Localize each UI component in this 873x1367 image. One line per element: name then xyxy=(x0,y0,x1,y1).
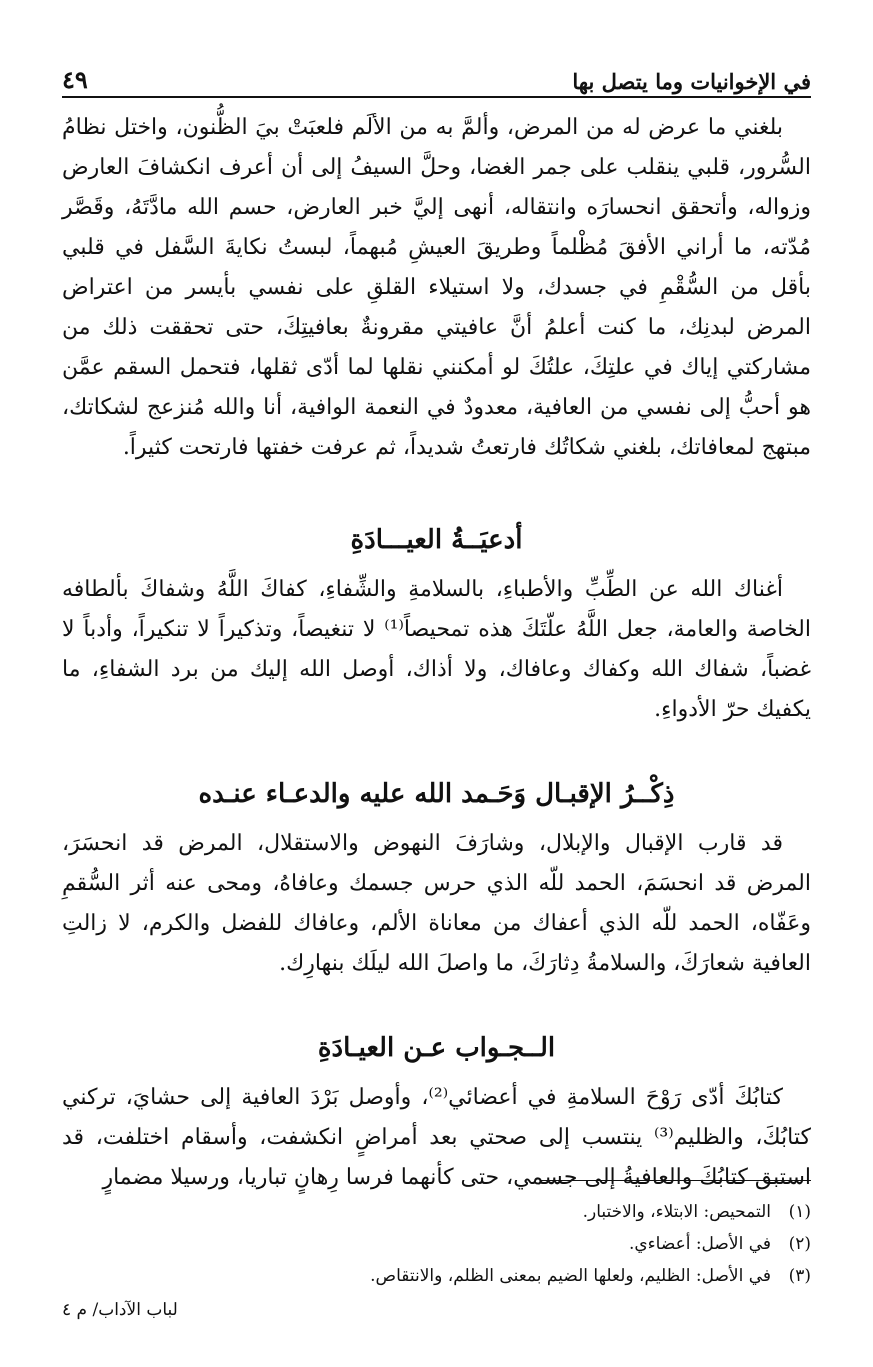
header-rule xyxy=(62,96,811,98)
footnote-number: (٢) xyxy=(788,1234,811,1254)
footnote xyxy=(62,1196,811,1228)
paragraph: كتابُكَ أدّى رَوْحَ السلامةِ في أعضائي⁽²⁾، وأوصل بَرْدَ العافية إلى حشايَ، تركني كتابُكَ، والظليم⁽³⁾ ينتسب إلى صحتي بعد أمراضٍ انكشفت، وأسقام اختلفت، قد استبق كتابُكَ والعافيةُ إلى جسمي، حتى كأنهما فرسا رِهانٍ تباريا، ورسيلا مضمارٍ xyxy=(62,1085,811,1190)
footnote xyxy=(62,1260,811,1292)
footnote xyxy=(62,1228,811,1260)
footnotes xyxy=(62,1196,811,1292)
footnote-text: في الأصل: أعضاءي. xyxy=(628,1234,771,1254)
paragraph: أغناك الله عن الطِّبِّ والأطباءِ، بالسلامةِ والشِّفاءِ، كفاكَ اللَّهُ وشفاكَ بألطافه الخاصة والعامة، جعل اللَّهُ علّتَكَ هذه تمحيصاً⁽¹⁾ لا تنغيصاً، وتذكيراً لا تنكيراً، وأدباً لا غضباً، شفاك الله وكفاك وعافاك، ولا أذاك، أوصل الله إليك من برد الشفاءِ، ما يكفيك حرّ الأدواءِ. xyxy=(62,577,812,722)
running-title: في الإخوانيات وما يتصل بها xyxy=(572,69,811,94)
page-header xyxy=(62,54,811,94)
footnote-number: (٣) xyxy=(788,1266,811,1286)
body-text xyxy=(62,108,811,1198)
section-heading: أدعيَــةُ العيـــادَةِ xyxy=(350,525,523,555)
paragraph: بلغني ما عرض له من المرض، وألمَّ به من الألَم فلعبَتْ بيَ الظُّنون، واختل نظامُ السُّرور، قلبي ينقلب على جمر الغضا، وحلَّ السيفُ إلى أن أعرف انكشافَ العارض وزواله، وأتحقق انحسارَه وانتقاله، أنهى إليَّ خبر العارض، حسم الله مادَّتَهُ، وقَصَّر مُدّته، ما أراني الأفقَ مُظْلماً وطريقَ العيشِ مُبهماً، لبستُ نكايةَ السَّفل في قلبي بأقل من السُّقْمِ في جسدك، ولا استيلاء القلقِ على نفسي بأيسر من اعتراض المرض لبدنِك، ما كنت أعلمُ أنَّ عافيتي مقرونةٌ بعافيتِكَ، حتى تحققت ذلك من مشاركتي إياك في علتِكَ، علتُكَ لو أمكنني نقلها لما أدّى ثقلها، فتحمل السقم عمَّن هو أحبُّ إلى نفسي من العافية، معدودٌ في النعمة الوافية، أنا والله مُنزعج لشكاتك، مبتهج لمعافاتك، بلغني شكاتُك فارتعتُ شديداً، ثم عرفت خفتها فارتحت كثيراً. xyxy=(62,115,811,460)
footnote-text: التمحيص: الابتلاء، والاختبار. xyxy=(582,1202,771,1222)
footnote-number: (١) xyxy=(788,1202,811,1222)
page-number: ٤٩ xyxy=(62,65,88,94)
section-heading: الــجـواب عـن العيـادَةِ xyxy=(317,1033,556,1063)
book-signature: لباب الآداب/ م ٤ xyxy=(62,1300,178,1320)
section-heading: ذِكْــرُ الإقبـال وَحَـمد الله عليه والدعـاء عنـده xyxy=(198,779,675,809)
paragraph: قد قارب الإقبال والإبلال، وشارَفَ النهوض والاستقلال، المرض قد انحسَرَ، المرض قد انحسَمَ، الحمد للّه الذي حرس جسمك وعافاهُ، ومحى عنه أثر السُّقمِ وعَفّاه، الحمد للّه الذي أعفاك من معاناة الألم، وعافاك للفضل والكرم، لا زالتِ العافية شعارَكَ، والسلامةُ دِثارَكَ، ما واصلَ الله ليلَك بنهارِك. xyxy=(62,831,811,976)
footnote-rule xyxy=(541,1180,811,1181)
footnote-text: في الأصل: الظليم، ولعلها الضيم بمعنى الظلم، والانتقاص. xyxy=(370,1266,771,1286)
